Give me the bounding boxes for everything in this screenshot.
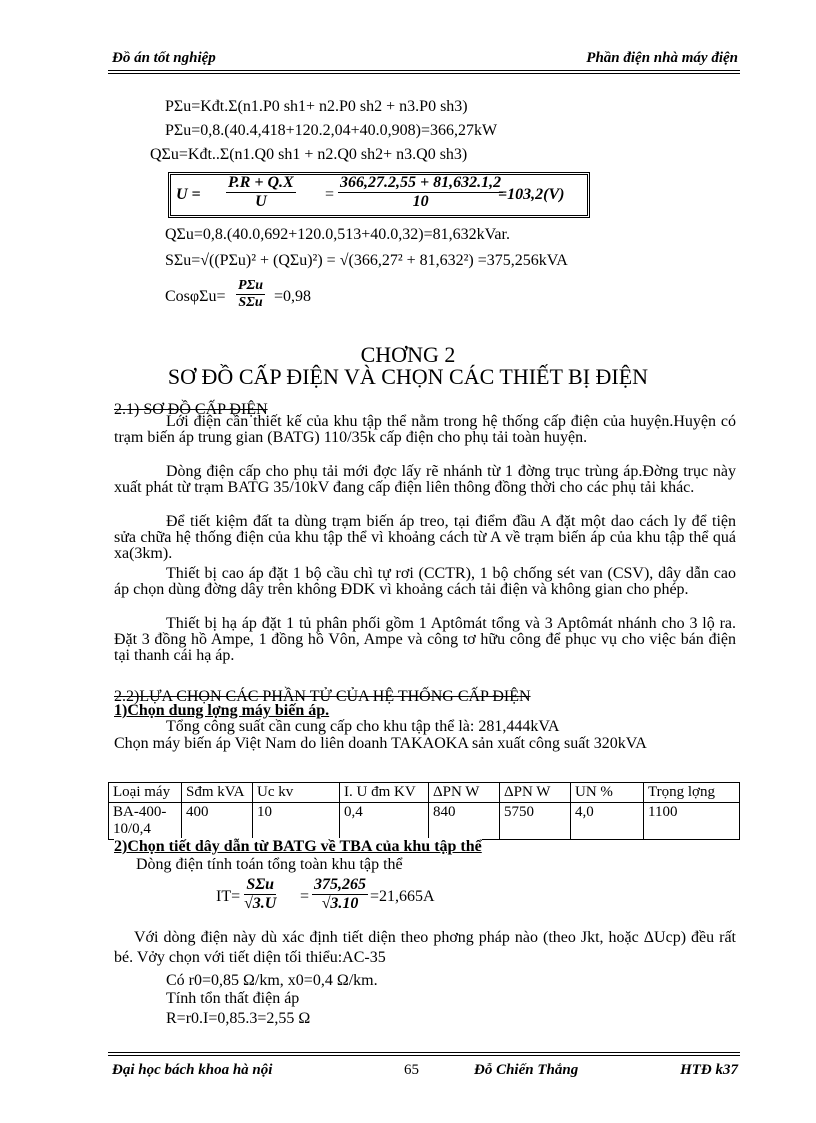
section3-paragraph-3: Có r0=0,85 Ω/km, x0=0,4 Ω/km. xyxy=(166,972,378,989)
cos-phi-numerator: PΣu xyxy=(238,278,264,293)
equals-sign: = xyxy=(325,186,335,203)
current-denominator-values: √3.10 xyxy=(321,895,359,912)
table-cell: 5750 xyxy=(500,803,571,840)
chapter-number: CHƠNG 2 xyxy=(360,342,456,367)
table-row xyxy=(109,803,740,840)
table-cell: 4,0 xyxy=(571,803,644,840)
table-header-row xyxy=(109,783,740,803)
footer-rule-2 xyxy=(108,1055,740,1056)
formula-p-sum-def: PΣu=Kđt.Σ(n1.P0 sh1+ n2.P0 sh2 + n3.P0 sh3) xyxy=(165,98,468,115)
section2-paragraph-2: Chọn máy biến áp Việt Nam do liên doanh TAKAOKA sản xuất công suất 320kVA xyxy=(114,735,647,752)
voltage-drop-result: =103,2(V) xyxy=(498,186,565,203)
footer-university: Đại học bách khoa hà nội xyxy=(112,1062,273,1078)
current-lhs: IT= xyxy=(216,888,241,905)
cos-phi-result: =0,98 xyxy=(274,288,312,305)
formula-s-sum: SΣu=√((PΣu)² + (QΣu)²) = √(366,27² + 81,632²) =375,256kVA xyxy=(165,252,568,269)
subsection-transformer: 1)Chọn dung lợng máy biến áp. xyxy=(114,702,330,719)
voltage-drop-fraction xyxy=(226,174,296,211)
current-result: =21,665A xyxy=(370,888,435,905)
footer-rule xyxy=(108,1052,740,1053)
table-header-cell: Sđm kVA xyxy=(182,783,253,803)
section-heading-2-1: 2.1) SƠ ĐỒ CẤP ĐIỆN xyxy=(114,401,268,418)
voltage-drop-numerator: P.R + Q.X xyxy=(228,174,294,191)
formula-q-sum-val: QΣu=0,8.(40.0,692+120.0,513+40.0,32)=81,632kVar. xyxy=(165,226,510,243)
current-numerator: SΣu xyxy=(244,876,276,895)
table-header-cell: ΔPN W xyxy=(500,783,571,803)
table-cell: 10 xyxy=(253,803,340,840)
voltage-drop-fraction-values xyxy=(338,174,503,211)
section1-paragraph-3: Để tiết kiệm đất ta dùng trạm biến áp treo, tại điểm đầu A đặt một dao cách ly để tiện sửa chữa hệ thống điện của khu tập thể vì khoảng cách từ A về trạm biến áp của khu tập thể quá xa(3km). xyxy=(114,513,736,562)
footer-class: HTĐ k37 xyxy=(680,1062,738,1078)
section1-paragraph-4: Thiết bị cao áp đặt 1 bộ cầu chì tự rơi (CCTR), 1 bộ chống sét van (CSV), dây dẫn cao áp chọn dùng đờng dây trên không ĐDK vì khoảng cách tải điện và không gian cho phép. xyxy=(114,565,736,598)
current-denominator: √3.U xyxy=(244,895,277,912)
transformer-spec-table xyxy=(108,782,740,840)
cos-phi-fraction xyxy=(236,278,265,311)
section1-paragraph-1: Lới điện cần thiết kế của khu tập thể nằm trong hệ thống cấp điện của huyện.Huyện có trạm biến áp trung gian (BATG) 110/35k cấp điện cho phụ tải toàn huyện. xyxy=(114,413,736,446)
voltage-drop-denominator: U xyxy=(255,193,267,210)
section3-paragraph-1: Dòng điện tính toán tổng toàn khu tập thể xyxy=(136,856,403,873)
footer-page-number: 65 xyxy=(404,1062,419,1078)
voltage-drop-denominator-values: 10 xyxy=(412,193,429,210)
current-fraction xyxy=(244,876,276,913)
header-rule-2 xyxy=(108,73,740,74)
section1-paragraph-2: Dòng điện cấp cho phụ tải mới đợc lấy rẽ nhánh từ 1 đờng trục trùng áp.Đờng trục này xuất phát từ trạm BATG 35/10kV đang cấp điện liên thông đồng thời cho các phụ tải khác. xyxy=(114,463,736,496)
table-cell: BA-400-10/0,4 xyxy=(109,803,182,840)
section-heading-2-2: 2.2)LỰA CHỌN CÁC PHẦN TỬ CỦA HỆ THỐNG CẤP ĐIỆN xyxy=(114,688,531,705)
table-header-cell: Loại máy xyxy=(109,783,182,803)
formula-p-sum-val: PΣu=0,8.(40.4,418+120.2,04+40.0,908)=366,27kW xyxy=(165,122,498,139)
voltage-drop-lhs: U = xyxy=(176,186,201,203)
cos-phi-denominator: SΣu xyxy=(238,295,263,310)
table-header-cell: Trọng lợng xyxy=(644,783,740,803)
formula-q-sum-def: QΣu=Kđt..Σ(n1.Q0 sh1 + n2.Q0 sh2+ n3.Q0 sh3) xyxy=(150,146,468,163)
table-cell: 840 xyxy=(429,803,500,840)
voltage-drop-numerator-values: 366,27.2,55 + 81,632.1,2 xyxy=(340,174,502,191)
section3-paragraph-5: R=r0.I=0,85.3=2,55 Ω xyxy=(166,1010,311,1027)
equals-sign-2: = xyxy=(300,888,310,905)
cos-phi-lhs: CosφΣu= xyxy=(165,288,226,305)
table-header-cell: Uc kv xyxy=(253,783,340,803)
footer-author: Đỗ Chiến Thắng xyxy=(474,1062,579,1078)
chapter-title: SƠ ĐỒ CẤP ĐIỆN VÀ CHỌN CÁC THIẾT BỊ ĐIỆN xyxy=(167,364,649,389)
header-right: Phần điện nhà máy điện xyxy=(586,50,738,66)
table-cell: 0,4 xyxy=(340,803,429,840)
section3-paragraph-2: Với dòng điện này dù xác định tiết diện theo phơng pháp nào (theo Jkt, hoặc ΔUcp) đều rất bé. Vởy chọn với tiết diện tối thiểu:AC-35 xyxy=(114,929,736,966)
table-header-cell: I. U đm KV xyxy=(340,783,429,803)
section1-paragraph-5: Thiết bị hạ áp đặt 1 tủ phân phối gồm 1 Aptômát tổng và 3 Aptômát nhánh cho 3 lộ ra. Đặt 3 đồng hồ Ampe, 1 đồng hồ Vôn, Ampe và công tơ hữu công để phục vụ cho việc bán điện tại thanh cái hạ áp. xyxy=(114,615,736,664)
header-rule xyxy=(108,70,740,71)
header-left: Đồ án tốt nghiệp xyxy=(112,50,216,66)
current-fraction-values xyxy=(312,876,368,913)
table-cell: 1100 xyxy=(644,803,740,840)
table-header-cell: ΔPN W xyxy=(429,783,500,803)
table-header-cell: UN % xyxy=(571,783,644,803)
subsection-wire-selection: 2)Chọn tiết dây dẫn từ BATG về TBA của khu tập thể xyxy=(114,838,482,855)
table-cell: 400 xyxy=(182,803,253,840)
current-numerator-values: 375,265 xyxy=(314,876,366,893)
section3-paragraph-4: Tính tổn thất điện áp xyxy=(166,990,300,1007)
section2-paragraph-1: Tổng công suất cần cung cấp cho khu tập thể là: 281,444kVA xyxy=(166,718,560,735)
